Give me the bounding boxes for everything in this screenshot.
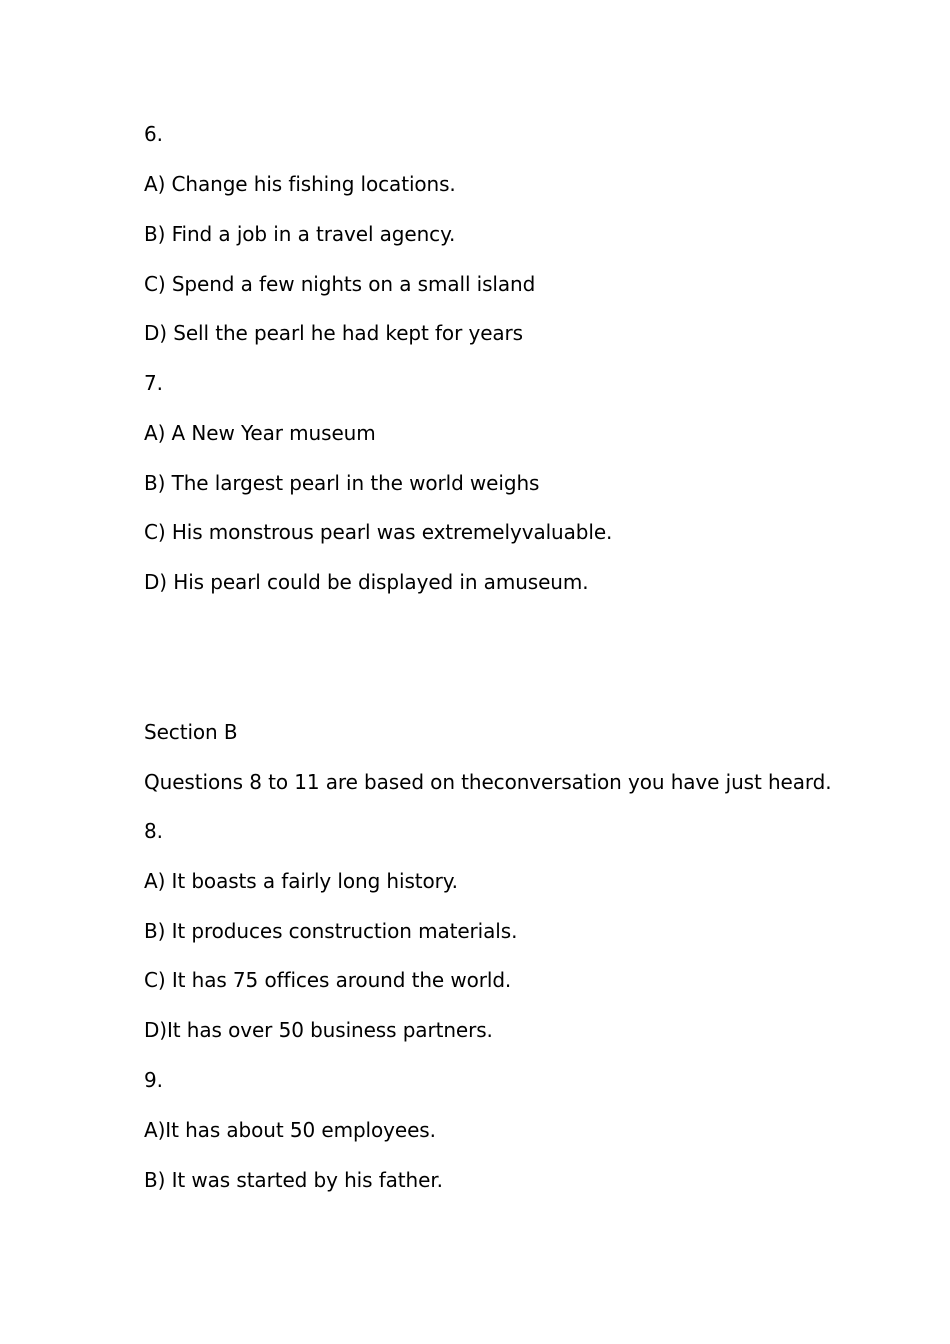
question-7-option-a: A) A New Year museum (144, 421, 376, 445)
section-b-heading: Section B (144, 720, 238, 744)
question-6-option-b: B) Find a job in a travel agency. (144, 222, 456, 246)
question-7-option-b: B) The largest pearl in the world weighs (144, 471, 540, 495)
question-6-option-d: D) Sell the pearl he had kept for years (144, 321, 523, 345)
question-6-option-c: C) Spend a few nights on a small island (144, 272, 536, 296)
question-8-option-a: A) It boasts a fairly long history. (144, 869, 458, 893)
question-8-number: 8. (144, 819, 163, 843)
question-7-option-c: C) His monstrous pearl was extremelyvaluable. (144, 520, 613, 544)
question-8-option-b: B) It produces construction materials. (144, 919, 518, 943)
question-9-option-a: A)It has about 50 employees. (144, 1118, 436, 1142)
question-9-option-b: B) It was started by his father. (144, 1168, 443, 1192)
question-6-number: 6. (144, 122, 163, 146)
question-6-option-a: A) Change his fishing locations. (144, 172, 456, 196)
question-7-number: 7. (144, 371, 163, 395)
question-8-option-c: C) It has 75 offices around the world. (144, 968, 512, 992)
question-9-number: 9. (144, 1068, 163, 1092)
question-7-option-d: D) His pearl could be displayed in amuseum. (144, 570, 589, 594)
section-b-intro: Questions 8 to 11 are based on theconversation you have just heard. (144, 770, 832, 794)
question-8-option-d: D)It has over 50 business partners. (144, 1018, 493, 1042)
